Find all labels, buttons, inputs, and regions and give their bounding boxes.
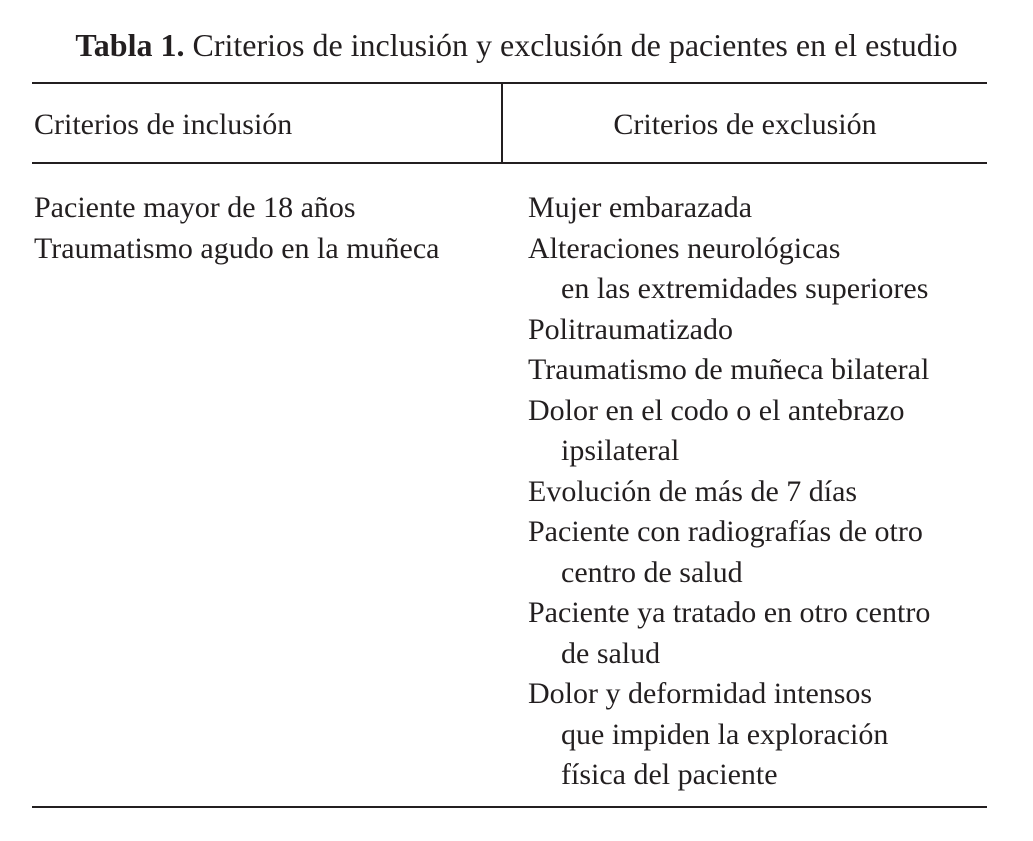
inclusion-item-text: Traumatismo agudo en la muñeca: [34, 231, 440, 265]
exclusion-item-text: Alteraciones neurológicas: [528, 231, 841, 265]
header-rule: [32, 162, 987, 164]
exclusion-item: [528, 674, 930, 796]
exclusion-item: [528, 229, 930, 310]
inclusion-item: [34, 229, 439, 270]
exclusion-item-text: Paciente ya tratado en otro centro: [528, 596, 931, 629]
exclusion-item-text: Traumatismo de muñeca bilateral: [528, 353, 930, 386]
exclusion-item: [528, 593, 930, 674]
exclusion-item-continuation: de salud: [561, 636, 661, 670]
exclusion-item-text: Paciente con radiografías de otro: [528, 515, 923, 548]
exclusion-list: [528, 188, 930, 796]
top-rule: [32, 82, 987, 84]
inclusion-item-text: Paciente mayor de 18 años: [34, 191, 356, 224]
exclusion-item-text: Mujer embarazada: [528, 191, 753, 224]
exclusion-item-continuation: centro de salud: [561, 555, 743, 589]
exclusion-item: [528, 350, 930, 391]
exclusion-item-continuation: ipsilateral: [561, 434, 680, 467]
exclusion-item-text: Politraumatizado: [528, 312, 733, 346]
exclusion-item: [528, 188, 930, 229]
bottom-rule: [32, 806, 987, 808]
table-title: [0, 22, 1033, 68]
table-caption: Criterios de inclusión y exclusión de pacientes en el estudio: [184, 27, 958, 63]
inclusion-list: [34, 188, 439, 269]
exclusion-item-continuation: física del paciente: [561, 758, 778, 791]
exclusion-item-text: Dolor y deformidad intensos: [528, 677, 873, 710]
exclusion-item: [528, 391, 930, 472]
exclusion-item-continuation: en las extremidades superiores: [561, 272, 929, 305]
exclusion-item: [528, 512, 930, 593]
exclusion-item-text: Evolución de más de 7 días: [528, 474, 858, 508]
exclusion-item: [528, 310, 930, 351]
exclusion-item-continuation: que impiden la exploración: [561, 717, 889, 751]
exclusion-item-text: Dolor en el codo o el antebrazo: [528, 393, 905, 427]
exclusion-item: [528, 472, 930, 513]
inclusion-item: [34, 188, 439, 229]
table-label: Tabla 1.: [75, 27, 185, 63]
header-exclusion: Criterios de exclusión: [613, 108, 877, 141]
header-inclusion: Criterios de inclusión: [34, 108, 293, 141]
